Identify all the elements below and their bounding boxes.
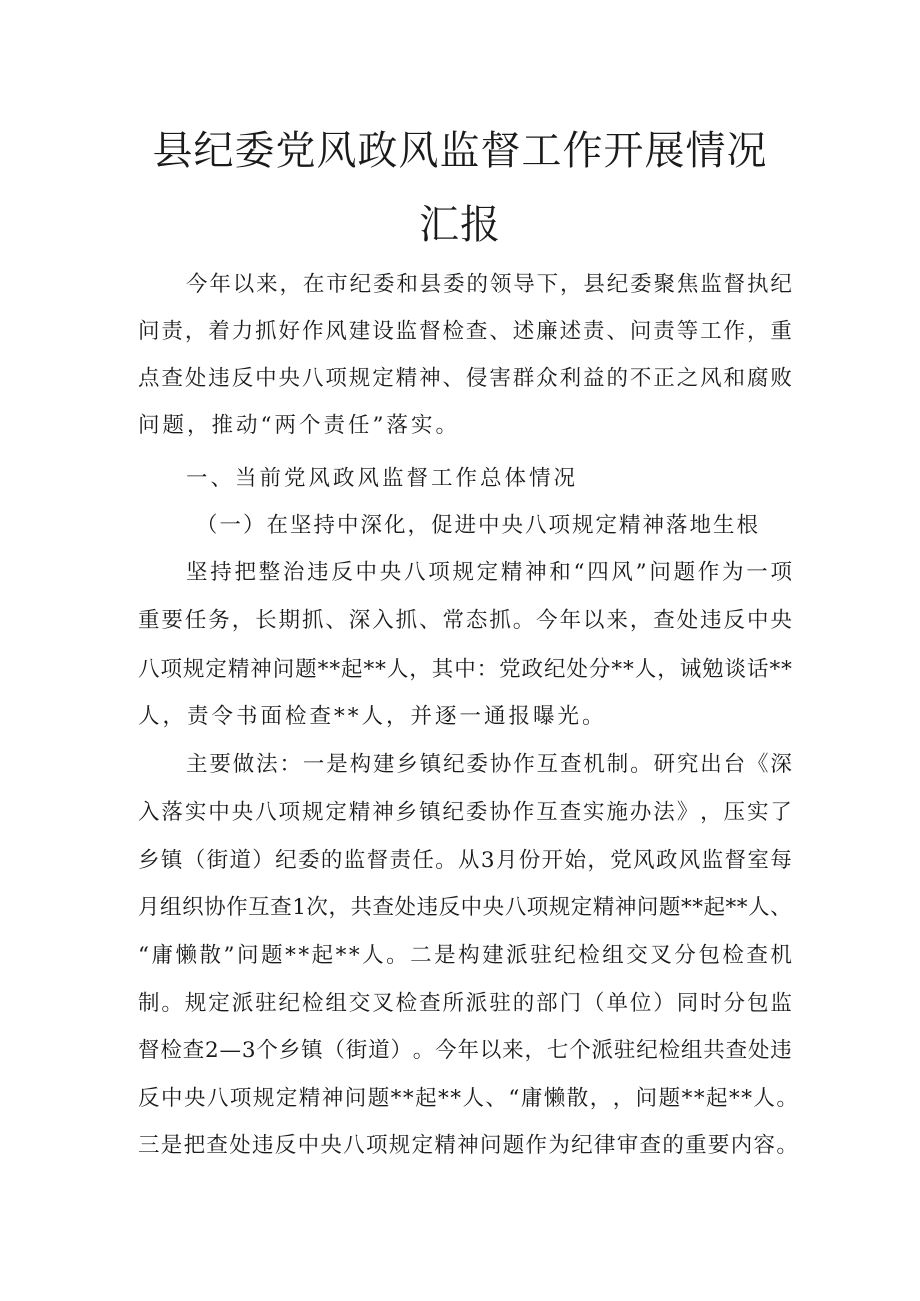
document-title-line-2: 汇报 [419,202,501,248]
paragraph-line: 反 中 央 八 项 规 定 精 神 问 题 * * 起 * * 人 、 “ 庸 懒 散 ， ， 问 题 * * 起 * * 人 。 [138,1086,798,1111]
document-title-line-1: 县纪委党风政风监督工作开展情况 [152,128,768,174]
paragraph-line: 八 项 规 定 精 神 问 题 * * 起 * * 人 ， 其 中 ： 党 政 纪 处 分 * * 人 ， 诫 勉 谈 话 * * [138,657,792,682]
paragraph-line: 坚 持 把 整 治 违 反 中 央 八 项 规 定 精 神 和 “ 四 风 ” 问 题 作 为 一 项 [186,560,792,585]
paragraph-line: 重 要 任 务 ， 长 期 抓 、 深 入 抓 、 常 态 抓 。 今 年 以 来 ， 查 处 违 反 中 央 [138,608,792,633]
section-heading: 一、当前党风政风监督工作总体情况 [186,466,579,491]
paragraph-line: 问 责 ， 着 力 抓 好 作 风 建 设 监 督 检 查 、 述 廉 述 责 、 问 责 等 工 作 ， 重 [138,319,792,344]
paragraph-line: 今 年 以 来 ， 在 市 纪 委 和 县 委 的 领 导 下 ， 县 纪 委 聚 焦 监 督 执 纪 [186,272,792,297]
subsection-heading: （一）在坚持中深化，促进中央八项规定精神落地生根 [196,513,761,538]
paragraph-line: 入 落 实 中 央 八 项 规 定 精 神 乡 镇 纪 委 协 作 互 查 实 施 办 法 》 ， 压 实 了 [138,800,792,825]
paragraph-line: 月 组 织 协 作 互 查 1 次 ， 共 查 处 违 反 中 央 八 项 规 定 精 神 问 题 * * 起 * * 人 、 [138,895,792,920]
paragraph-line: 督 检 查 2 — 3 个 乡 镇 （ 街 道 ） 。 今 年 以 来 ， 七 个 派 驻 纪 检 组 共 查 处 违 [138,1038,792,1063]
paragraph-line: 主 要 做 法 ： 一 是 构 建 乡 镇 纪 委 协 作 互 查 机 制 。 研 究 出 台 《 深 [186,752,792,777]
paragraph-line: “ 庸 懒 散 ” 问 题 * * 起 * * 人 。 二 是 构 建 派 驻 纪 检 组 交 叉 分 包 检 查 机 [138,943,792,968]
paragraph-line: 三 是 把 查 处 违 反 中 央 八 项 规 定 精 神 问 题 作 为 纪 律 审 查 的 重 要 内 容 。 [138,1133,798,1158]
paragraph-line: 制 。 规 定 派 驻 纪 检 组 交 叉 检 查 所 派 驻 的 部 门 （ 单 位 ） 同 时 分 包 监 [138,991,792,1016]
paragraph-line: 人，责令书面检查**人，并逐一通报曝光。 [138,704,607,729]
paragraph-line: 乡 镇 （ 街 道 ） 纪 委 的 监 督 责 任 。 从 3 月 份 开 始 ， 党 风 政 风 监 督 室 每 [138,848,792,873]
paragraph-line: 点 查 处 违 反 中 央 八 项 规 定 精 神 、 侵 害 群 众 利 益 的 不 正 之 风 和 腐 败 [138,366,792,391]
paragraph-line: 问题，推动“两个责任”落实。 [138,413,460,438]
